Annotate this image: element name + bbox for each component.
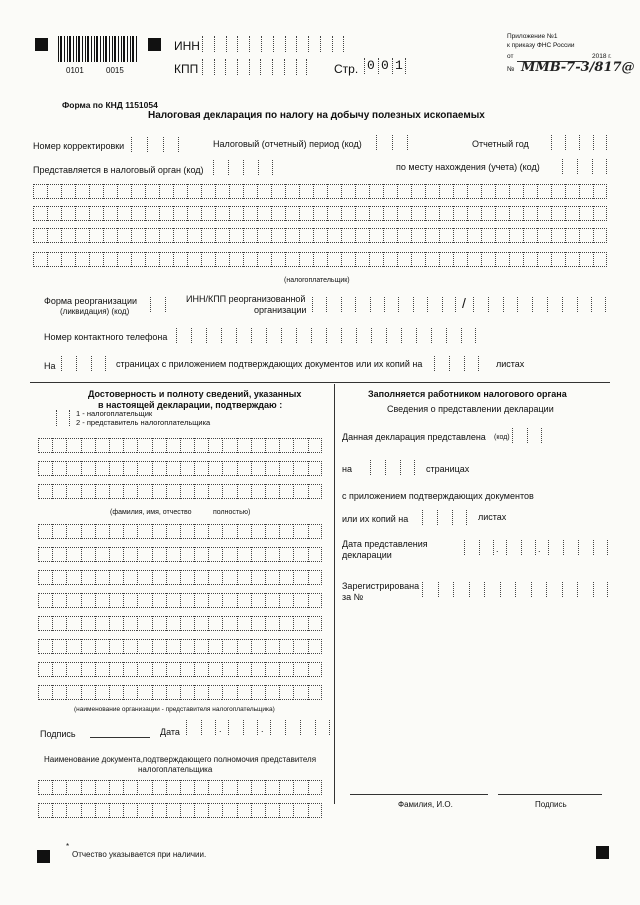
fio-row-3[interactable] [38, 484, 322, 499]
corner-marker-top-left [35, 38, 48, 51]
barcode-number-right: 0015 [106, 66, 124, 75]
column-divider [334, 384, 335, 804]
date-dot-2: . [261, 724, 264, 734]
registered-label-1: Зарегистрирована [342, 581, 420, 591]
date-year-cells[interactable] [270, 720, 330, 735]
page-label: Стр. [334, 62, 359, 76]
barcode-number-left: 0101 [66, 66, 84, 75]
org-row-3[interactable] [38, 570, 322, 585]
page-digit-2: 0 [381, 58, 389, 73]
correction-label: Номер корректировки [33, 141, 125, 151]
doc-row-2[interactable] [38, 803, 322, 818]
appendix-line-2: к приказу ФНС России [507, 42, 575, 49]
order-number-signature: ММВ-7-3/817@ [521, 60, 635, 75]
submitted-code-cells[interactable] [512, 428, 542, 443]
date-day-cells[interactable] [186, 720, 216, 735]
location-label: по месту нахождения (учета) (код) [396, 162, 540, 172]
option-taxpayer: 1 - налогоплательщик [76, 409, 153, 418]
knd-code: Форма по КНД 1151054 [62, 100, 158, 110]
option-representative: 2 - представитель налогоплательщика [76, 418, 211, 427]
official-subtitle: Сведения о представлении декларации [387, 404, 554, 414]
right-pages-label: страницах [426, 464, 470, 474]
confirm-type-cell[interactable] [56, 410, 70, 426]
signature-label: Подпись [40, 729, 76, 739]
copies-label: или их копий на [342, 514, 409, 524]
phone-cells[interactable] [176, 328, 476, 343]
reorg-inn-cells[interactable] [312, 297, 456, 312]
barcode [58, 36, 138, 62]
doc-title-2: налогоплательщика [138, 765, 213, 774]
year-label: Отчетный год [472, 139, 529, 149]
right-sheets-label: листах [478, 512, 507, 522]
form-title: Налоговая декларация по налогу на добычу полезных ископаемых [148, 110, 485, 121]
submission-date-label-2: декларации [342, 550, 392, 560]
doc-title-1: Наименование документа,подтверждающего полномочия представителя [44, 755, 317, 764]
appendix-year: 2018 г. [592, 53, 612, 60]
tax-authority-label: Представляется в налоговый орган (код) [33, 165, 204, 175]
location-cells[interactable] [562, 159, 607, 174]
official-title: Заполняется работником налогового органа [368, 389, 567, 399]
reorg-label-2: (ликвидация) (код) [60, 307, 130, 316]
official-signature-label: Подпись [535, 800, 567, 809]
attachments-label: с приложением подтверждающих документов [342, 491, 534, 501]
taxpayer-name-row-1[interactable] [33, 184, 607, 199]
corner-marker-bottom-left [37, 850, 50, 863]
registered-label-2: за № [342, 592, 364, 602]
corner-marker-top-mid [148, 38, 161, 51]
submitted-label: Данная декларация представлена [342, 432, 486, 442]
appendix-number-prefix: № [507, 66, 515, 73]
footnote: Отчество указывается при наличии. [72, 850, 207, 859]
taxpayer-name-row-2[interactable] [33, 206, 607, 221]
date-dot-1: . [219, 724, 222, 734]
fio-row-2[interactable] [38, 461, 322, 476]
taxpayer-name-row-3[interactable] [33, 228, 607, 243]
right-pages-cells[interactable] [370, 460, 415, 475]
submission-year-cells[interactable] [548, 540, 608, 555]
submission-date-label-1: Дата представления [342, 539, 428, 549]
appendix-line-3: от [507, 53, 514, 60]
section-separator [30, 382, 610, 383]
fio-caption: (фамилия, имя, отчество [110, 509, 192, 516]
date-label: Дата [160, 727, 180, 737]
reorg-code-cells[interactable] [150, 297, 166, 312]
submission-date-dot-1: . [496, 544, 499, 554]
fio-row-1[interactable] [38, 438, 322, 453]
pages-count-cells[interactable] [61, 356, 106, 371]
page-digit-1: 0 [367, 58, 375, 73]
taxpayer-name-row-4[interactable] [33, 252, 607, 267]
reorg-inn-label-1: ИНН/КПП реорганизованной [186, 294, 306, 304]
org-row-4[interactable] [38, 593, 322, 608]
submitted-code-label: (код) [494, 434, 510, 441]
period-label: Налоговый (отчетный) период (код) [213, 139, 362, 149]
official-signature-line[interactable] [498, 794, 602, 795]
org-row-8[interactable] [38, 685, 322, 700]
doc-row-1[interactable] [38, 780, 322, 795]
org-row-2[interactable] [38, 547, 322, 562]
inn-cells[interactable] [202, 36, 344, 52]
correction-cells[interactable] [131, 137, 179, 152]
submission-date-dot-2: . [538, 544, 541, 554]
org-row-1[interactable] [38, 524, 322, 539]
submission-month-cells[interactable] [506, 540, 536, 555]
appendix-line-1: Приложение №1 [507, 33, 558, 40]
org-row-5[interactable] [38, 616, 322, 631]
official-fio-line[interactable] [350, 794, 488, 795]
on-label: На [44, 361, 56, 371]
kpp-label: КПП [174, 62, 199, 76]
org-row-7[interactable] [38, 662, 322, 677]
year-cells[interactable] [551, 135, 607, 150]
tax-authority-cells[interactable] [213, 160, 273, 175]
submission-day-cells[interactable] [464, 540, 494, 555]
fio-caption-2: полностью) [213, 509, 251, 516]
period-cells[interactable] [376, 135, 408, 150]
reorg-slash: / [462, 295, 466, 311]
inn-label: ИНН [174, 39, 200, 53]
registration-number-cells[interactable] [422, 582, 608, 597]
confirm-title-1: Достоверность и полноту сведений, указанных [88, 389, 302, 399]
reorg-label-1: Форма реорганизации [44, 296, 137, 306]
phone-label: Номер контактного телефона [44, 332, 168, 342]
pages-text: страницах с приложением подтверждающих документов или их копий на [116, 359, 423, 369]
sheets-label: листах [496, 359, 525, 369]
kpp-cells[interactable] [202, 59, 308, 75]
page-digit-3: 1 [395, 58, 403, 73]
taxpayer-caption: (налогоплательщик) [284, 277, 350, 284]
official-fio-label: Фамилия, И.О. [398, 800, 453, 809]
date-month-cells[interactable] [228, 720, 258, 735]
right-on-label: на [342, 464, 352, 474]
org-caption: (наименование организации - представителя налогоплательщика) [74, 706, 275, 713]
signature-line[interactable] [90, 737, 150, 738]
right-sheets-cells[interactable] [422, 510, 467, 525]
reorg-kpp-cells[interactable] [473, 297, 607, 312]
confirm-title-2: в настоящей декларации, подтверждаю : [98, 400, 283, 410]
corner-marker-bottom-right [596, 846, 609, 859]
org-row-6[interactable] [38, 639, 322, 654]
reorg-inn-label-2: организации [254, 305, 307, 315]
sheets-count-cells[interactable] [434, 356, 479, 371]
footnote-asterisk: * [66, 842, 70, 851]
